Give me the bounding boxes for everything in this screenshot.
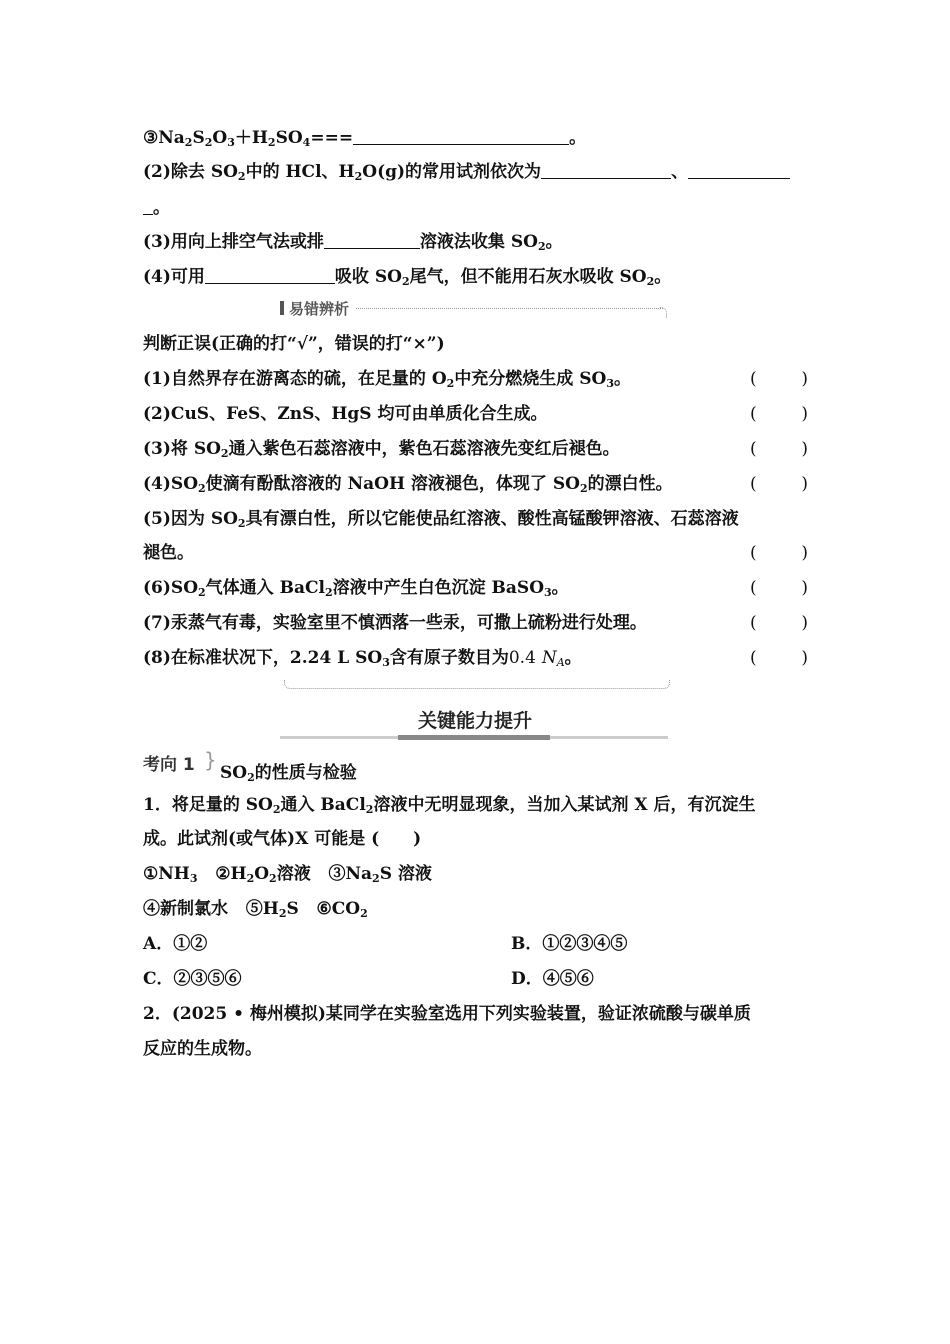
answer-paren[interactable]: ( ) (750, 543, 808, 563)
judge-item-1: (1)自然界存在游离态的硫，在足量的 $O_2$中充分燃烧生成 $SO_3$。 (143, 369, 631, 390)
answer-paren[interactable]: ( ) (750, 369, 808, 389)
answer-paren[interactable]: ( ) (750, 613, 808, 633)
question-3: (3)用向上排空气法或排 溶液法收集 $SO_2$。 (143, 232, 563, 253)
answer-paren[interactable]: ( ) (750, 404, 808, 424)
q2-line-2: 反应的生成物。 (143, 1039, 262, 1059)
judge-item-3: (3)将 $SO_2$通入紫色石蕊溶液中，紫色石蕊溶液先变红后褪色。 (143, 439, 620, 460)
answer-blank[interactable] (541, 160, 671, 179)
answer-blank[interactable] (324, 230, 420, 249)
judge-item-2: (2)CuS、FeS、ZnS、HgS 均可由单质化合生成。 (143, 404, 548, 424)
option-c[interactable]: C．②③⑤⑥ (143, 969, 242, 989)
option-a[interactable]: A．①② (143, 934, 208, 954)
answer-paren[interactable]: ( ) (750, 474, 808, 494)
judge-heading: 判断正误(正确的打“√”，错误的打“×”) (143, 334, 445, 354)
kaoxiang-label: 考向 1 (143, 755, 195, 775)
banner-yicuo: 易错辨析 (280, 298, 355, 319)
kaoxiang-topic: $SO_2$的性质与检验 (220, 763, 357, 784)
answer-paren[interactable]: ( ) (750, 578, 808, 598)
option-d[interactable]: D．④⑤⑥ (511, 969, 594, 989)
judge-item-5: (5)因为 $SO_2$具有漂白性，所以它能使品红溶液、酸性高锰酸钾溶液、石蕊溶液 (143, 509, 739, 530)
answer-blank[interactable] (688, 160, 790, 179)
judge-item-8: (8)在标准状况下，2.24 L $SO_3$含有原子数目为0.4 $N_A$。 (143, 648, 582, 669)
question-4: (4)可用 吸收 $SO_2$尾气，但不能用石灰水吸收 $SO_2$。 (143, 267, 672, 288)
answer-paren[interactable]: ( ) (371, 829, 422, 849)
judge-item-4: $(4)SO_2$使滴有酚酞溶液的 NaOH 溶液褪色，体现了 $SO_2$的漂白性。 (143, 474, 673, 495)
q1-substances-2: ④新制氯水 $⑤H_2S$ $⑥CO_2$ (143, 899, 368, 920)
answer-blank[interactable] (205, 265, 335, 284)
brace-icon: } (204, 748, 217, 772)
answer-paren[interactable]: ( ) (750, 439, 808, 459)
question-2: (2)除去 $SO_2$中的 HCl、$H_2O(g)$的常用试剂依次为 、 (143, 160, 808, 184)
question-2-cont: 。 (143, 196, 808, 220)
banner-bottom-line (284, 680, 670, 689)
q1-line-1: 1．将足量的 $SO_2$通入 BaCl$_2$溶液中无明显现象，当加入某试剂 X 后，有沉淀生 (143, 795, 756, 816)
banner-end-hook (660, 307, 667, 318)
answer-paren[interactable]: ( ) (750, 648, 808, 668)
q1-substances-1: $①NH_3$ $②H_2O_2$溶液 $③Na_2S$ 溶液 (143, 864, 432, 885)
section-title: 关键能力提升 (417, 710, 532, 732)
q1-line-2: 成。此试剂(或气体)X 可能是 ( ) (143, 829, 422, 849)
section-underline-accent (398, 735, 550, 740)
q2-line-1: 2．(2025 • 梅州模拟)某同学在实验室选用下列实验装置，验证浓硫酸与碳单质 (143, 1004, 751, 1024)
judge-item-5-cont: 褪色。 (143, 543, 194, 563)
reaction-line: $③Na_2S_2O_3+H_2SO_4===$ 。 (143, 128, 587, 149)
answer-blank[interactable] (353, 126, 569, 145)
judge-item-6: $(6)SO_2$气体通入 BaCl$_2$溶液中产生白色沉淀 BaSO$_3$。 (143, 578, 569, 599)
judge-item-7: (7)汞蒸气有毒，实验室里不慎洒落一些汞，可撒上硫粉进行处理。 (143, 613, 647, 633)
option-b[interactable]: B．①②③④⑤ (511, 934, 628, 954)
answer-blank[interactable] (143, 196, 153, 215)
